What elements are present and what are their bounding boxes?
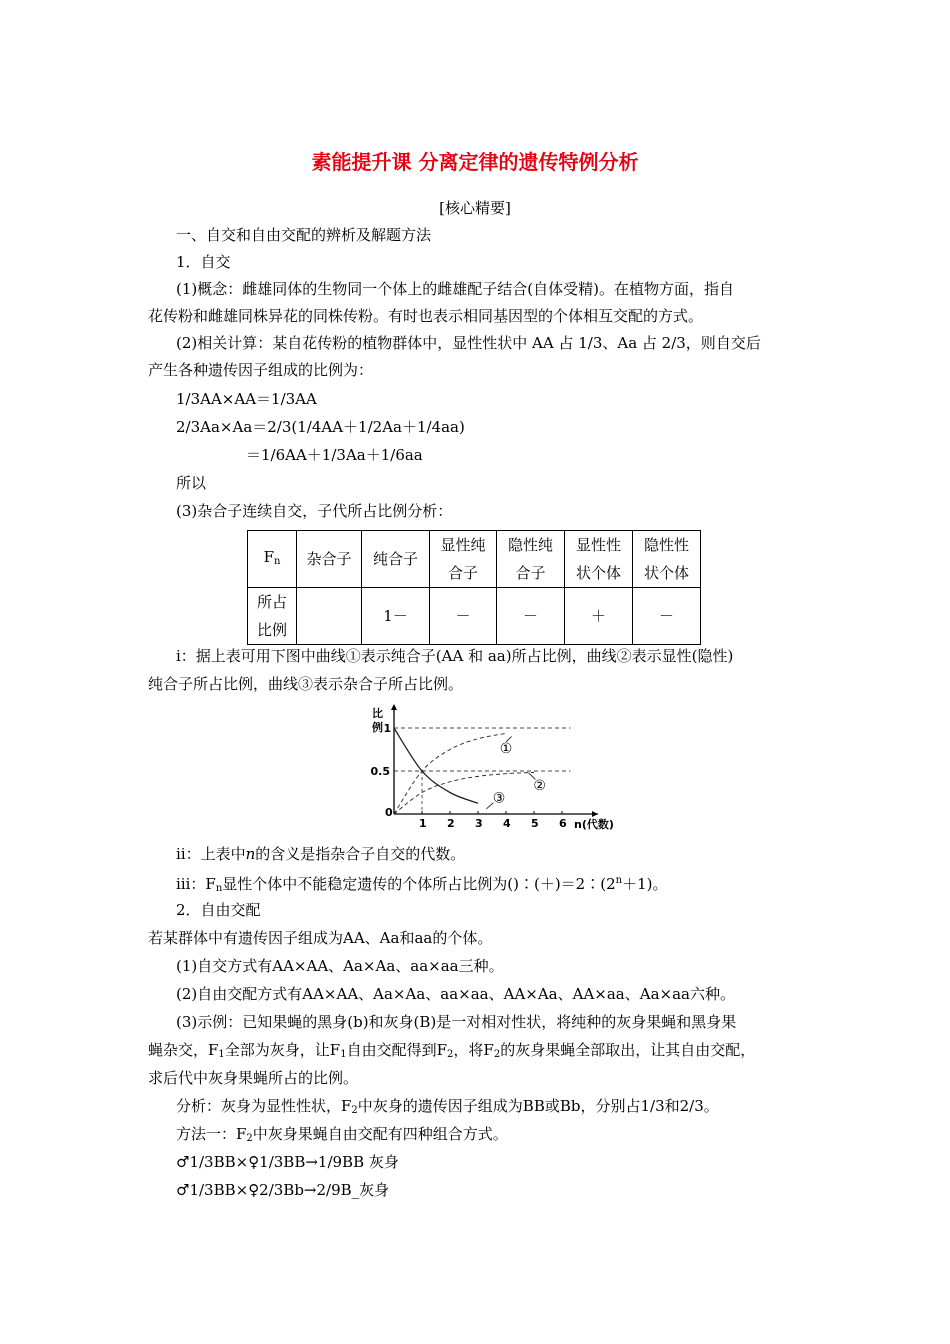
y-axis-label: 例 — [372, 721, 383, 734]
header-cell: 隐性性 状个体 — [633, 531, 701, 588]
series-label: ① — [499, 740, 513, 757]
table-cell: － — [497, 588, 565, 645]
paragraph: 花传粉和雌雄同株异花的同株传粉。有时也表示相同基因型的个体相互交配的方式。 — [148, 307, 704, 325]
header-cell: 隐性纯 合子 — [497, 531, 565, 588]
table-cell — [297, 588, 362, 645]
ratio-table — [247, 530, 701, 645]
paragraph: ⅰ：据上表可用下图中曲线①表示纯合子(AA 和 aa)所占比例，曲线②表示显性(隐性) — [176, 647, 734, 665]
x-tick-label: 4 — [503, 817, 511, 830]
x-axis-label: n(代数) — [574, 818, 614, 831]
equation: 2/3Aa×Aa＝2/3(1/4AA＋1/2Aa＋1/4aa) — [176, 418, 465, 436]
paragraph: (3)杂合子连续自交，子代所占比例分析： — [176, 502, 453, 520]
header-cell: 显性性 状个体 — [565, 531, 633, 588]
series-line-3 — [394, 728, 478, 803]
paragraph: 所以 — [176, 474, 207, 492]
series-line-1 — [394, 733, 506, 814]
cross-equation: ♂1/3BB×♀2/3Bb→2/9B_灰身 — [176, 1181, 390, 1199]
x-tick-label: 6 — [559, 817, 567, 830]
y-tick-label: 1 — [383, 722, 392, 735]
x-tick-label: 0 — [385, 806, 393, 819]
paragraph: 求后代中灰身果蝇所占的比例。 — [148, 1069, 359, 1087]
paragraph: ⅲ：$F_n$显性个体中不能稳定遗传的个体所占比例为$()∶(+)=2∶(2^n+1)$。 — [176, 875, 668, 894]
series-label: ② — [533, 777, 546, 794]
heading-1: 一、自交和自由交配的辨析及解题方法 — [176, 226, 432, 244]
y-axis-arrow — [391, 704, 397, 710]
row-label-cell: 所占 比例 — [248, 588, 297, 645]
x-tick-label: 3 — [475, 817, 483, 830]
table-cell: － — [430, 588, 497, 645]
equation: 1/3AA×AA＝1/3AA — [176, 390, 317, 408]
series-label: ③ — [492, 790, 506, 807]
paragraph: (1)自交方式有AA×AA、Aa×Aa、aa×aa三种。 — [176, 957, 504, 975]
heading-free-mating: 2．自由交配 — [176, 901, 261, 919]
header-cell: 杂合子 — [297, 531, 362, 588]
ratio-curve-chart — [366, 700, 616, 832]
table-header-row — [248, 531, 701, 588]
paragraph: 方法一：$F_2$中灰身果蝇自由交配有四种组合方式。 — [176, 1125, 508, 1144]
paragraph: (3)示例：已知果蝇的黑身(b)和灰身(B)是一对相对性状，将纯种的灰身果蝇和黑身果 — [176, 1013, 737, 1031]
paragraph: 分析：灰身为显性性状，$F_2$中灰身的遗传因子组成为BB或Bb，分别占1/3和2/3。 — [176, 1097, 719, 1116]
paragraph: 纯合子所占比例，曲线③表示杂合子所占比例。 — [148, 675, 464, 693]
section-label: [核心精要] — [439, 199, 511, 217]
header-cell: $F_n$ — [248, 531, 297, 588]
equation: ＝1/6AA＋1/3Aa＋1/6aa — [246, 446, 423, 464]
y-tick-label: 0.5 — [370, 765, 390, 778]
page-title: 素能提升课 分离定律的遗传特例分析 — [311, 150, 639, 174]
paragraph: ⅱ：上表中n的含义是指杂合子自交的代数。 — [176, 845, 466, 863]
paragraph: (2)相关计算：某自花传粉的植物群体中，显性性状中 AA 占 1/3、Aa 占 2/3，则自交后 — [176, 334, 761, 352]
paragraph: (2)自由交配方式有AA×AA、Aa×Aa、aa×aa、AA×Aa、AA×aa、Aa×aa六种。 — [176, 985, 735, 1003]
cross-equation: ♂1/3BB×♀1/3BB→1/9BB 灰身 — [176, 1153, 399, 1171]
y-axis-label: 比 — [372, 707, 383, 720]
heading-selfing: 1．自交 — [176, 253, 231, 271]
table-row — [248, 588, 701, 645]
paragraph: (1)概念：雌雄同体的生物同一个体上的雌雄配子结合(自体受精)。在植物方面，指自 — [176, 280, 734, 298]
paragraph: 若某群体中有遗传因子组成为AA、Aa和aa的个体。 — [148, 929, 493, 947]
table-cell: 1－ — [362, 588, 430, 645]
paragraph: 蝇杂交，$F_1$全部为灰身，让$F_1$自由交配得到$F_2$，将$F_2$的灰身果蝇全部取出，让其自由交配， — [148, 1041, 756, 1060]
x-tick-label: 2 — [447, 817, 455, 830]
x-tick-label: 5 — [531, 817, 539, 830]
x-tick-label: 1 — [419, 817, 427, 830]
series-line-2 — [394, 772, 534, 814]
x-axis-arrow — [592, 811, 598, 817]
table-cell: － — [633, 588, 701, 645]
header-cell: 显性纯 合子 — [430, 531, 497, 588]
table-cell: ＋ — [565, 588, 633, 645]
header-cell: 纯合子 — [362, 531, 430, 588]
paragraph: 产生各种遗传因子组成的比例为： — [148, 361, 374, 379]
